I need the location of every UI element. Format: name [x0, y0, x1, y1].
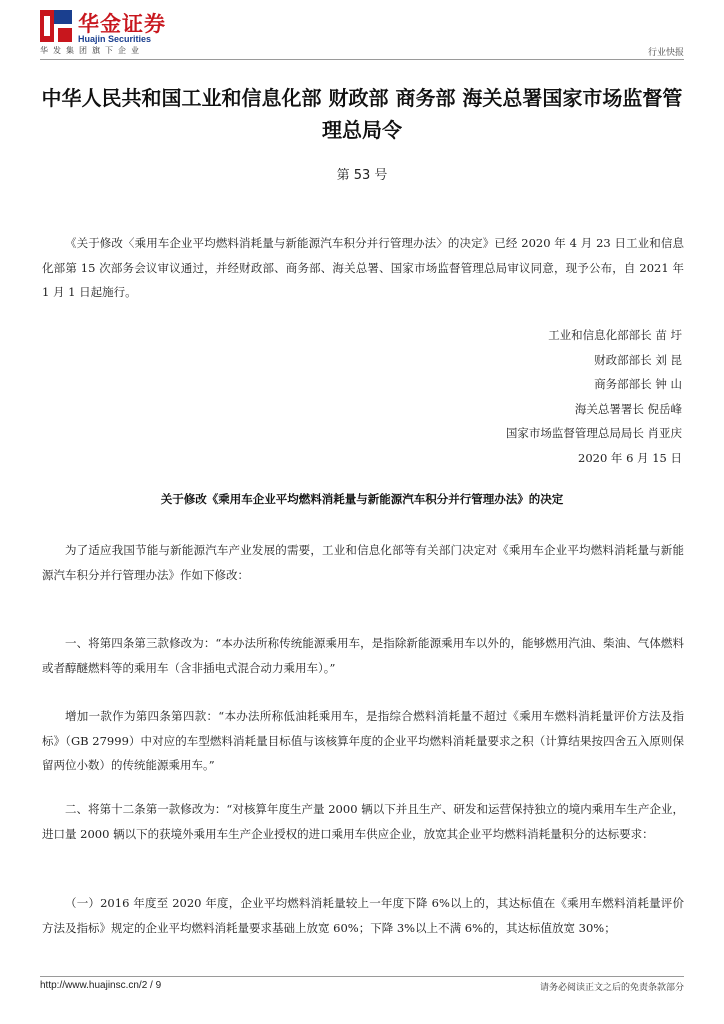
- logo-tagline: 华发集团旗下企业: [40, 46, 144, 55]
- body-paragraph: 一、将第四条第三款修改为：“本办法所称传统能源乘用车，是指除新能源乘用车以外的，能够燃用汽油、柴油、气体燃料或者醇醚燃料等的乘用车（含非插电式混合动力乘用车）。”: [42, 636, 684, 675]
- signature-block: [506, 323, 682, 471]
- report-type-label: 行业快报: [647, 48, 684, 58]
- decision-title: 关于修改《乘用车企业平均燃料消耗量与新能源汽车积分并行管理办法》的决定: [160, 492, 564, 506]
- huajin-logo-icon: [40, 10, 72, 42]
- signature-line: 工业和信息化部部长 苗 圩: [548, 328, 682, 342]
- document-title: 中华人民共和国工业和信息化部 财政部 商务部 海关总署国家市场监督管理总局令: [41, 86, 683, 142]
- body-paragraph: 二、将第十二条第一款修改为：“对核算年度生产量 2000 辆以下并且生产、研发和运营保持独立的境内乘用车生产企业，进口量 2000 辆以下的获境外乘用车生产企业授权的进口乘用车供应企业，放宽其企业平均燃料消耗量积分的达标要求：: [42, 802, 684, 841]
- footer-disclaimer: 请务必阅读正文之后的免责条款部分: [539, 983, 684, 993]
- logo-chinese-name: 华金证券: [78, 12, 166, 36]
- signature-date: 2020 年 6 月 15 日: [578, 450, 682, 465]
- signature-line: 财政部部长 刘 昆: [594, 352, 682, 367]
- body-paragraph: （一）2016 年度至 2020 年度，企业平均燃料消耗量较上一年度下降 6%以上的，其达标值在《乘用车燃料消耗量评价方法及指标》规定的企业平均燃料消耗量要求基础上放宽 60%；下降 3%以上不满 6%的，其达标值放宽 30%；: [42, 896, 684, 935]
- page-header: [40, 8, 684, 60]
- company-logo: [40, 8, 170, 60]
- body-paragraph: 增加一款作为第四条第四款：“本办法所称低油耗乘用车，是指综合燃料消耗量不超过《乘用车燃料消耗量评价方法及指标》（GB 27999）中对应的车型燃料消耗量目标值与该核算年度的企业平均燃料消耗量要求之积（计算结果按四舍五入原则保留两位小数）的传统能源乘用车。”: [42, 709, 684, 772]
- logo-english-name: Huajin Securities: [78, 34, 152, 44]
- signature-line: 国家市场监督管理总局局长 肖亚庆: [505, 426, 682, 441]
- signature-line: 商务部部长 钟 山: [594, 377, 682, 392]
- signature-line: 海关总署署长 倪岳峰: [574, 401, 682, 416]
- footer-url-page: http://www.huajinsc.cn/2 / 9: [40, 980, 162, 991]
- body-paragraph: 为了适应我国节能与新能源汽车产业发展的需要，工业和信息化部等有关部门决定对《乘用车企业平均燃料消耗量与新能源汽车积分并行管理办法》作如下修改：: [42, 543, 684, 582]
- footer-divider: [40, 976, 684, 977]
- intro-paragraph: 《关于修改〈乘用车企业平均燃料消耗量与新能源汽车积分并行管理办法〉的决定》已经 2020 年 4 月 23 日工业和信息化部第 15 次部务会议审议通过，并经财政部、商务部、海关总署、国家市场监督管理总局审议同意，现予公布，自 2021 年 1 月 1 日起施行。: [42, 236, 684, 299]
- order-number: 第 53 号: [336, 168, 388, 183]
- header-divider: [40, 59, 684, 60]
